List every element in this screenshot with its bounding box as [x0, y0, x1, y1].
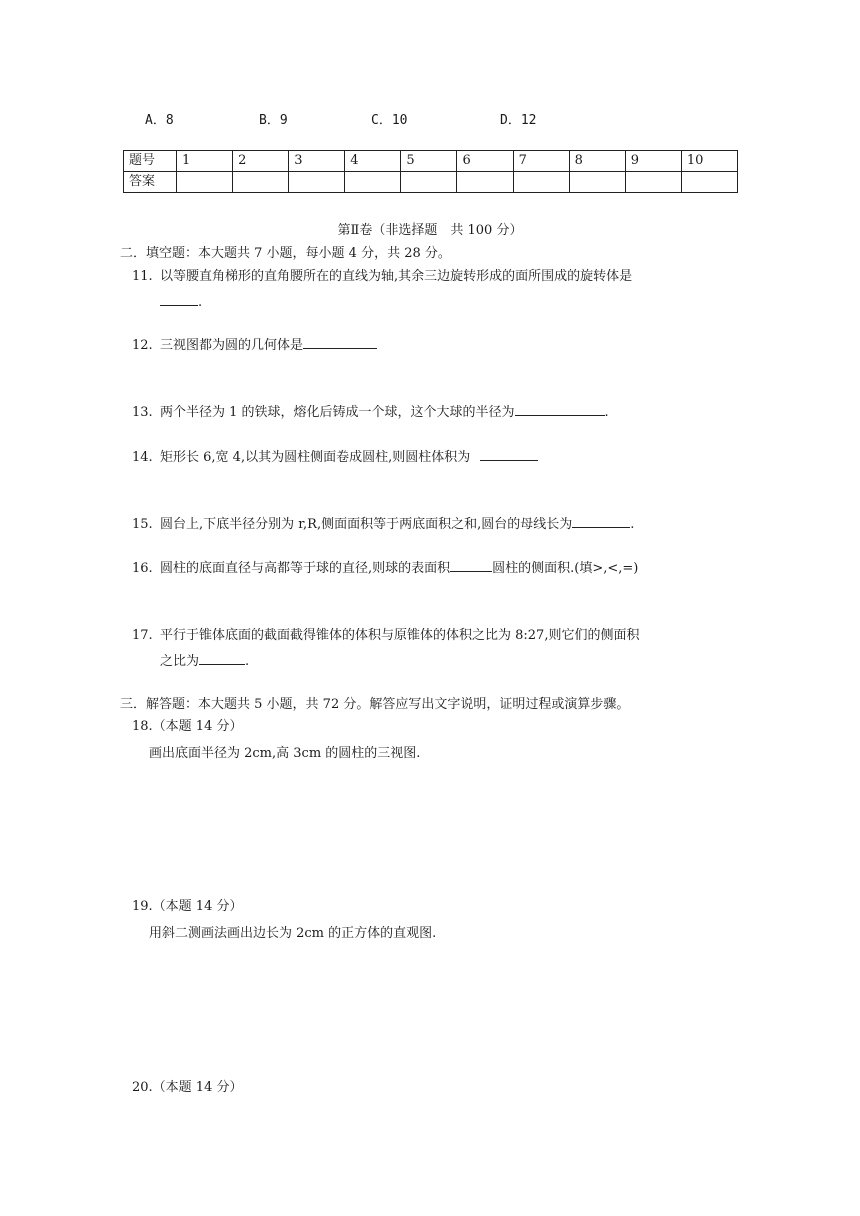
table-cell: 7: [513, 151, 569, 172]
choice-b: B．9: [259, 113, 288, 128]
answer-cell[interactable]: [289, 172, 345, 193]
answer-cell[interactable]: [681, 172, 737, 193]
period: .: [245, 654, 250, 669]
question-19-text: 用斜二测画法画出边长为 2cm 的正方体的直观图.: [149, 926, 437, 941]
question-text: 圆柱的底面直径与高都等于球的直径,则球的表面积: [160, 561, 451, 576]
question-text: 之比为: [160, 654, 200, 669]
choice-c: C．10: [371, 113, 408, 128]
answer-blank[interactable]: [303, 335, 377, 349]
period: .: [198, 295, 203, 310]
question-11: [132, 268, 632, 286]
answer-cell[interactable]: [345, 172, 401, 193]
answer-cell[interactable]: [625, 172, 681, 193]
table-cell: 4: [345, 151, 401, 172]
question-text: 两个半径为 1 的铁球，熔化后铸成一个球，这个大球的半径为: [160, 405, 515, 420]
question-16: [132, 558, 638, 578]
question-19-heading: 19.（本题 14 分）: [132, 899, 243, 914]
table-cell: 3: [289, 151, 345, 172]
table-cell: 1: [177, 151, 233, 172]
table-row: [124, 151, 738, 172]
answer-blank[interactable]: [572, 514, 630, 528]
question-17-line2: [160, 651, 249, 671]
question-number: 17.: [132, 628, 153, 643]
answer-blank[interactable]: [450, 558, 492, 572]
question-text: 三视图都为圆的几何体是: [160, 338, 304, 353]
question-14: [132, 447, 538, 467]
table-header-number: 题号: [124, 151, 177, 172]
question-13: [132, 402, 609, 422]
table-cell: 8: [569, 151, 625, 172]
question-number: 15.: [132, 517, 153, 532]
question-text: 平行于锥体底面的截面截得锥体的体积与原锥体的体积之比为 8:27,则它们的侧面积: [160, 628, 640, 643]
question-number: 16.: [132, 561, 153, 576]
question-11-line2: [160, 292, 202, 312]
question-15: [132, 514, 634, 534]
answer-blank[interactable]: [480, 447, 538, 461]
question-text: 矩形长 6,宽 4,以其为圆柱侧面卷成圆柱,则圆柱体积为: [160, 450, 471, 465]
part2-title: 第Ⅱ卷（非选择题 共 100 分）: [337, 223, 523, 238]
question-text: 圆台上,下底半径分别为 r,R,侧面面积等于两底面积之和,圆台的母线长为: [160, 517, 573, 532]
answer-cell[interactable]: [401, 172, 457, 193]
table-cell: 6: [457, 151, 513, 172]
answer-cell[interactable]: [569, 172, 625, 193]
question-number: 11.: [132, 269, 153, 284]
answer-cell[interactable]: [233, 172, 289, 193]
question-number: 12.: [132, 338, 153, 353]
table-cell: 2: [233, 151, 289, 172]
table-cell: 9: [625, 151, 681, 172]
question-number: 14.: [132, 450, 153, 465]
question-18-text: 画出底面半径为 2cm,高 3cm 的圆柱的三视图.: [149, 746, 421, 761]
answer-blank[interactable]: [515, 402, 605, 416]
fill-section-heading: 二．填空题：本大题共 7 小题，每小题 4 分，共 28 分。: [120, 246, 451, 261]
choice-d: D．12: [500, 113, 537, 128]
answer-cell[interactable]: [513, 172, 569, 193]
question-12: [132, 335, 377, 355]
answer-table: [123, 150, 738, 193]
question-17: [132, 627, 639, 645]
answer-cell[interactable]: [177, 172, 233, 193]
answer-cell[interactable]: [457, 172, 513, 193]
table-row: [124, 172, 738, 193]
answer-blank[interactable]: [199, 651, 245, 665]
question-text: 圆柱的侧面积.(填>,<,=): [492, 561, 639, 576]
choice-a: A．8: [145, 113, 174, 128]
table-header-answer: 答案: [124, 172, 177, 193]
question-20-heading: 20.（本题 14 分）: [132, 1080, 243, 1095]
question-text: 以等腰直角梯形的直角腰所在的直线为轴,其余三边旋转形成的面所围成的旋转体是: [160, 269, 633, 284]
table-cell: 5: [401, 151, 457, 172]
table-cell: 10: [681, 151, 737, 172]
answer-blank[interactable]: [160, 292, 198, 306]
solve-section-heading: 三．解答题：本大题共 5 小题，共 72 分。解答应写出文字说明，证明过程或演算步骤。: [120, 697, 630, 712]
period: .: [604, 405, 609, 420]
question-18-heading: 18.（本题 14 分）: [132, 719, 243, 734]
question-number: 13.: [132, 405, 153, 420]
period: .: [630, 517, 635, 532]
